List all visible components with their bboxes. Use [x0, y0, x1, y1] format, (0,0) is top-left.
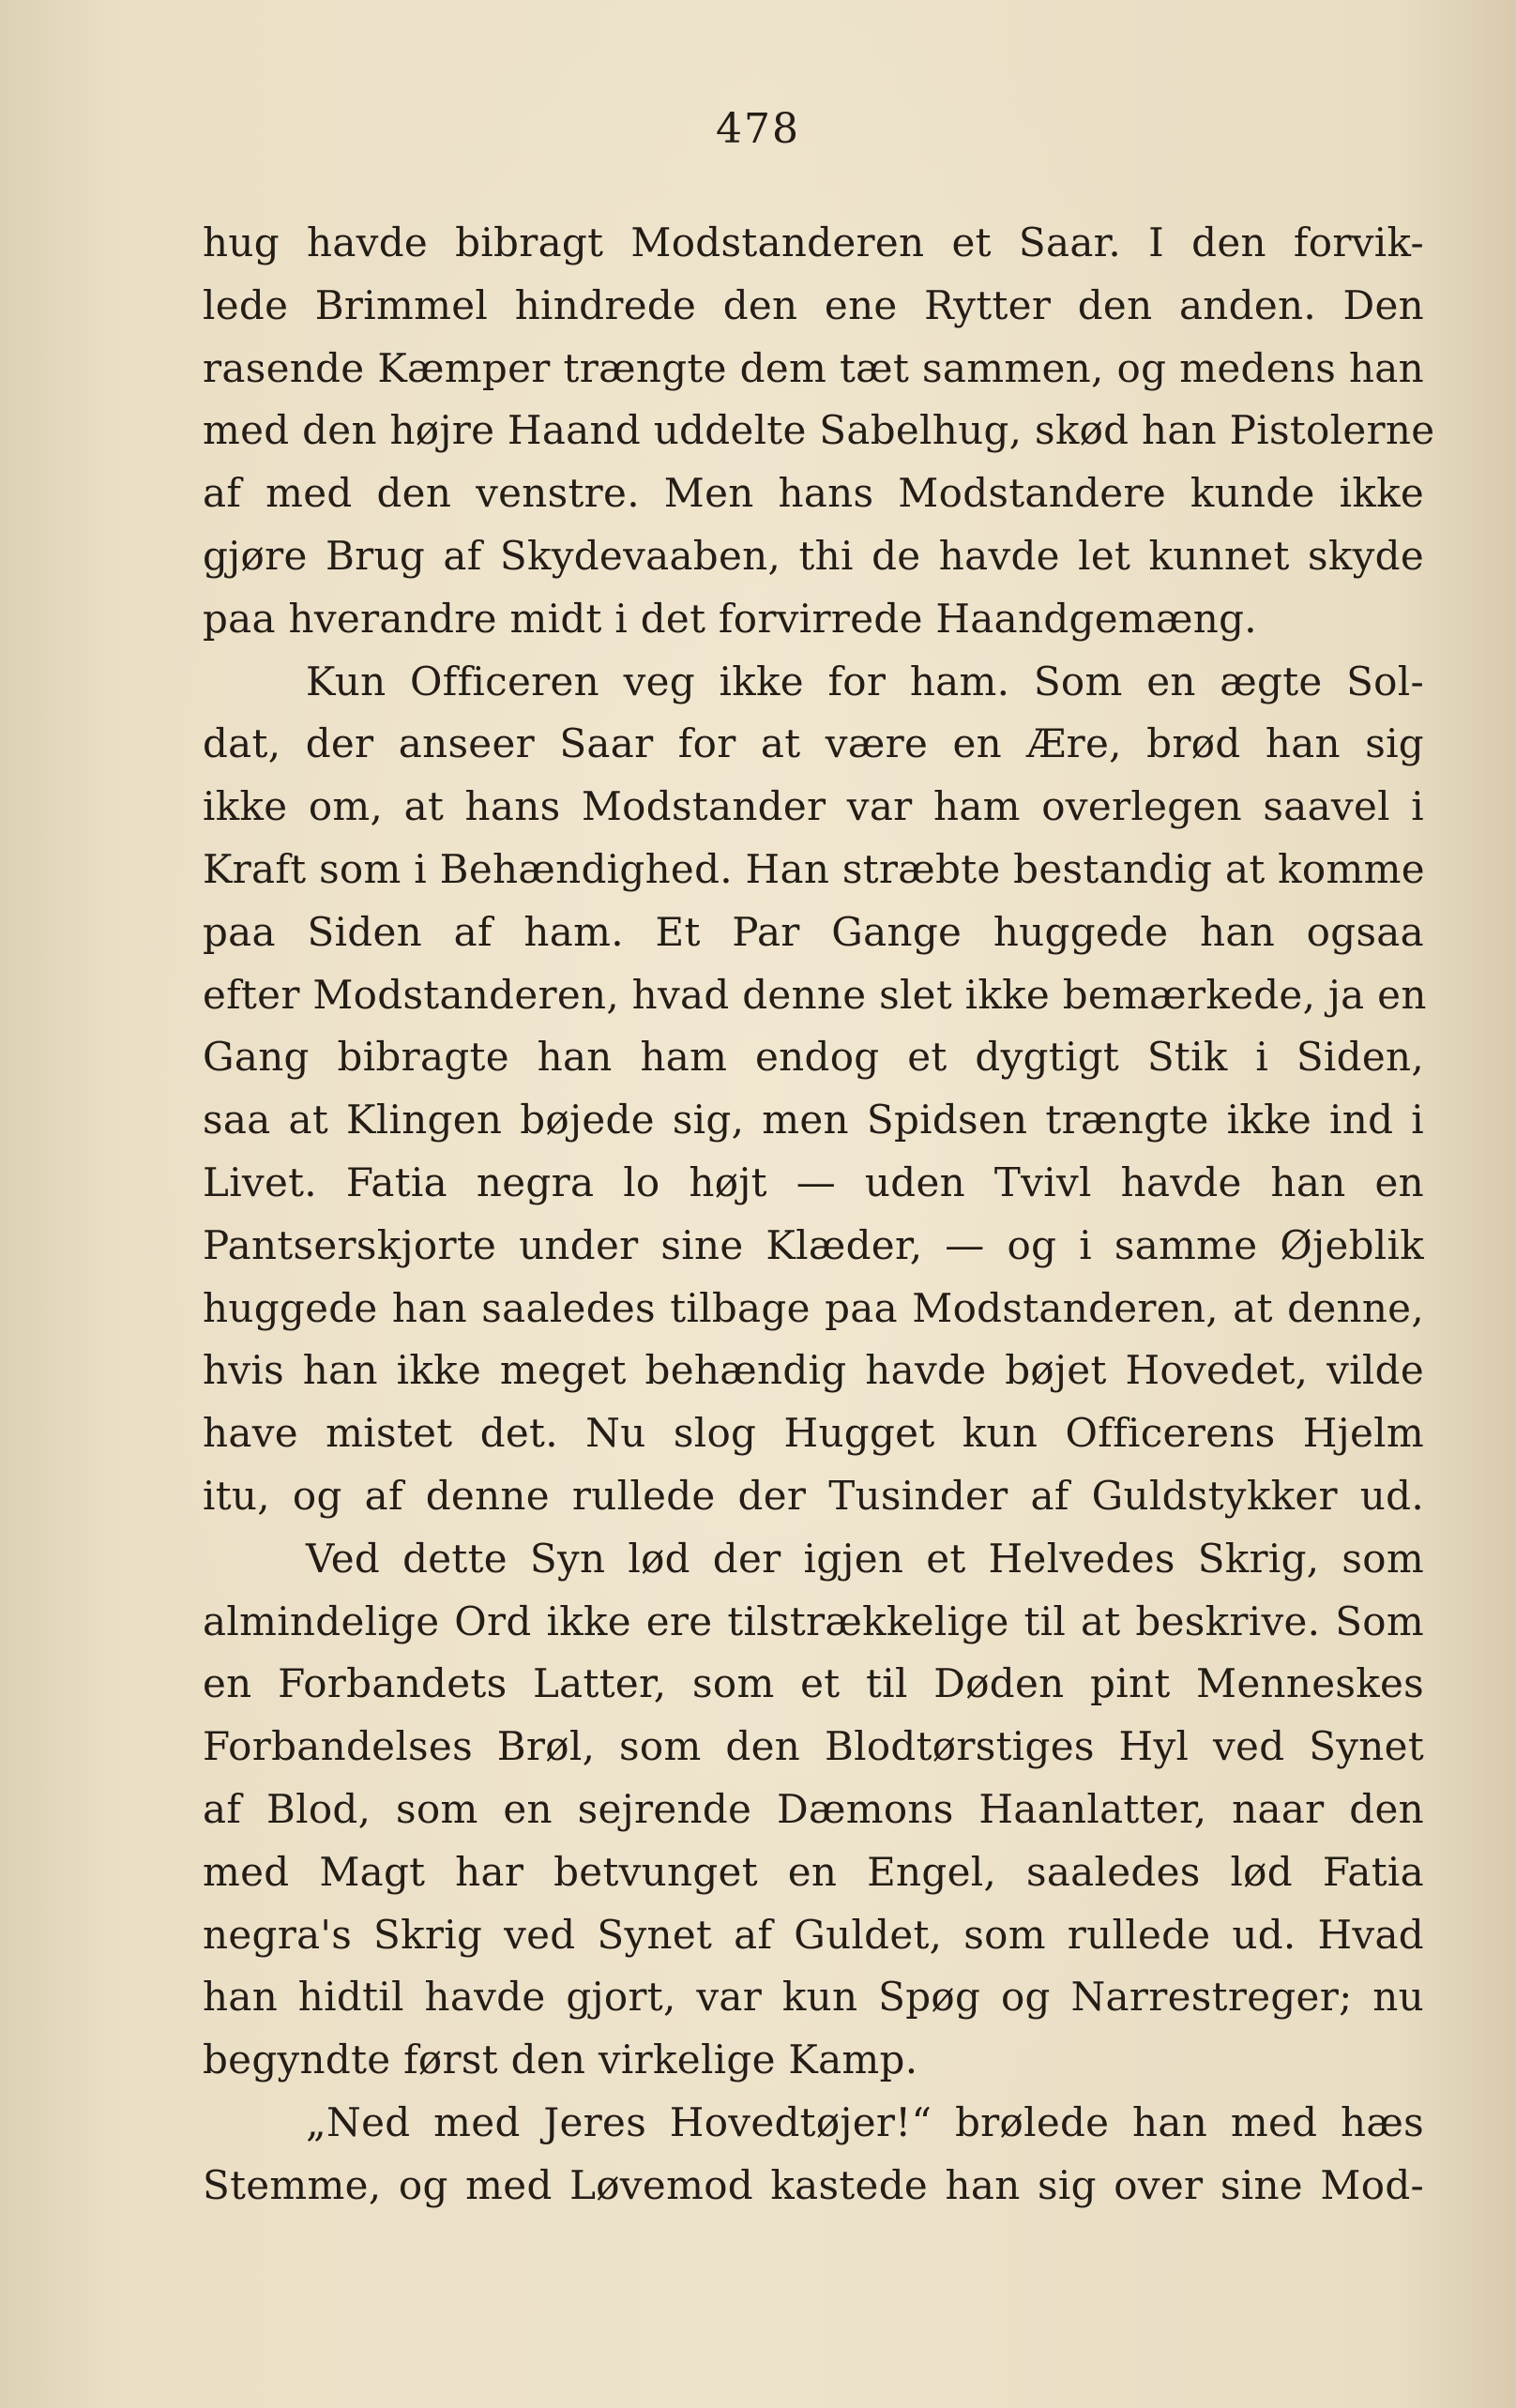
text-line: gjøre Brug af Skydevaaben, thi de havde let kunnet skyde: [203, 532, 1424, 579]
text-line: af med den venstre. Men hans Modstandere kunde ikke: [203, 470, 1424, 517]
text-line: negra's Skrig ved Synet af Guldet, som rullede ud. Hvad: [203, 1911, 1424, 1958]
text-line: have mistet det. Nu slog Hugget kun Officerens Hjelm: [203, 1410, 1424, 1457]
text-line: huggede han saaledes tilbage paa Modstanderen, at denne,: [203, 1284, 1424, 1331]
text-line: Pantserskjorte under sine Klæder, — og i samme Øjeblik: [203, 1221, 1424, 1268]
text-line: Forbandelses Brøl, som den Blodtørstiges Hyl ved Synet: [203, 1723, 1424, 1770]
text-line: med den højre Haand uddelte Sabelhug, skød han Pistolerne: [203, 407, 1435, 454]
paragraph-start-line: Ved dette Syn lød der igjen et Helvedes Skrig, som: [306, 1535, 1424, 1582]
paragraph-start-line: „Ned med Jeres Hovedtøjer!“ brølede han med hæs: [306, 2098, 1424, 2145]
text-line: med Magt har betvunget en Engel, saaledes lød Fatia: [203, 1848, 1424, 1895]
text-line: dat, der anseer Saar for at være en Ære, brød han sig: [203, 720, 1424, 767]
text-line: almindelige Ord ikke ere tilstrækkelige til at beskrive. Som: [203, 1598, 1424, 1644]
text-line: ikke om, at hans Modstander var ham overlegen saavel i: [203, 783, 1424, 830]
text-line: hvis han ikke meget behændig havde bøjet Hovedet, vilde: [203, 1347, 1424, 1394]
text-line: paa Siden af ham. Et Par Gange huggede han ogsaa: [203, 908, 1424, 955]
text-line: Stemme, og med Løvemod kastede han sig over sine Mod-: [203, 2161, 1424, 2208]
text-line: Gang bibragte han ham endog et dygtigt Stik i Siden,: [203, 1034, 1424, 1081]
body-text: [203, 212, 1435, 2218]
text-line: begyndte først den virkelige Kamp.: [203, 2037, 918, 2083]
text-line: efter Modstanderen, hvad denne slet ikke bemærkede, ja en: [203, 971, 1427, 1018]
text-line: itu, og af denne rullede der Tusinder af Guldstykker ud.: [203, 1472, 1424, 1519]
text-line: af Blod, som en sejrende Dæmons Haanlatter, naar den: [203, 1785, 1424, 1832]
text-line: rasende Kæmper trængte dem tæt sammen, og medens han: [203, 344, 1424, 391]
paragraph-start-line: Kun Officeren veg ikke for ham. Som en ægte Sol-: [306, 658, 1424, 704]
text-line: paa hverandre midt i det forvirrede Haandgemæng.: [203, 595, 1257, 642]
text-line: han hidtil havde gjort, var kun Spøg og Narrestreger; nu: [203, 1974, 1424, 2021]
text-line: Livet. Fatia negra lo højt — uden Tvivl havde han en: [203, 1159, 1424, 1205]
text-line: Kraft som i Behændighed. Han stræbte bestandig at komme: [203, 845, 1425, 892]
page-number: 478: [716, 105, 800, 153]
text-line: saa at Klingen bøjede sig, men Spidsen trængte ikke ind i: [203, 1097, 1424, 1143]
text-line: hug havde bibragt Modstanderen et Saar. I den forvik-: [203, 220, 1424, 265]
text-line: en Forbandets Latter, som et til Døden pint Menneskes: [203, 1660, 1424, 1707]
text-line: lede Brimmel hindrede den ene Rytter den anden. Den: [203, 281, 1424, 328]
